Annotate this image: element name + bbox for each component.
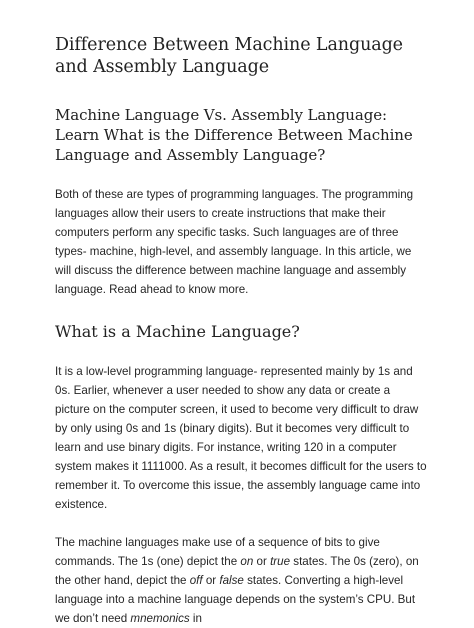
emphasis-mnemonics: mnemonics [130,612,190,625]
document-page [55,34,427,628]
bits-paragraph [55,533,427,628]
page-title: Difference Between Machine Language and Assembly Language [55,35,403,77]
emphasis-true: true [270,555,291,568]
text-span: in [189,612,202,625]
text-span: or [202,574,220,587]
machine-language-paragraph: It is a low-level programming language- represented mainly by 1s and 0s. Earlier, whenever a user needed to show any data or create a picture on the computer screen, it used to become very difficult to draw by only using 0s and 1s (binary digits). But it becomes very difficult to learn and use binary digits. For instance, writing 120 in a computer system makes it 1111000. As a result, it becomes difficult for the users to remember it. To overcome this issue, the assembly language came into existence. [55,365,427,511]
page-subtitle: Machine Language Vs. Assembly Language: Learn What is the Difference Between Machine Language and Assembly Language? [55,106,413,164]
intro-paragraph: Both of these are types of programming languages. The programming languages allow their users to create instructions that make their computers perform any specific tasks. Such languages are of three types- machine, high-level, and assembly language. In this article, we will discuss the difference between machine language and assembly language. Read ahead to know more. [55,188,414,296]
text-span: states. Converting a high-level language into a machine language depends on the system’s CPU. But we don’t need [55,574,416,625]
text-span: or [253,555,271,568]
emphasis-on: on [240,555,254,568]
text-span: The machine languages make use of a sequence of bits to give commands. The 1s (one) depict the [55,536,380,568]
text-span: states. The 0s (zero), on the other hand, depict the [55,555,419,587]
emphasis-false: false [219,574,244,587]
section-heading: What is a Machine Language? [55,322,300,341]
emphasis-off: off [189,574,203,587]
